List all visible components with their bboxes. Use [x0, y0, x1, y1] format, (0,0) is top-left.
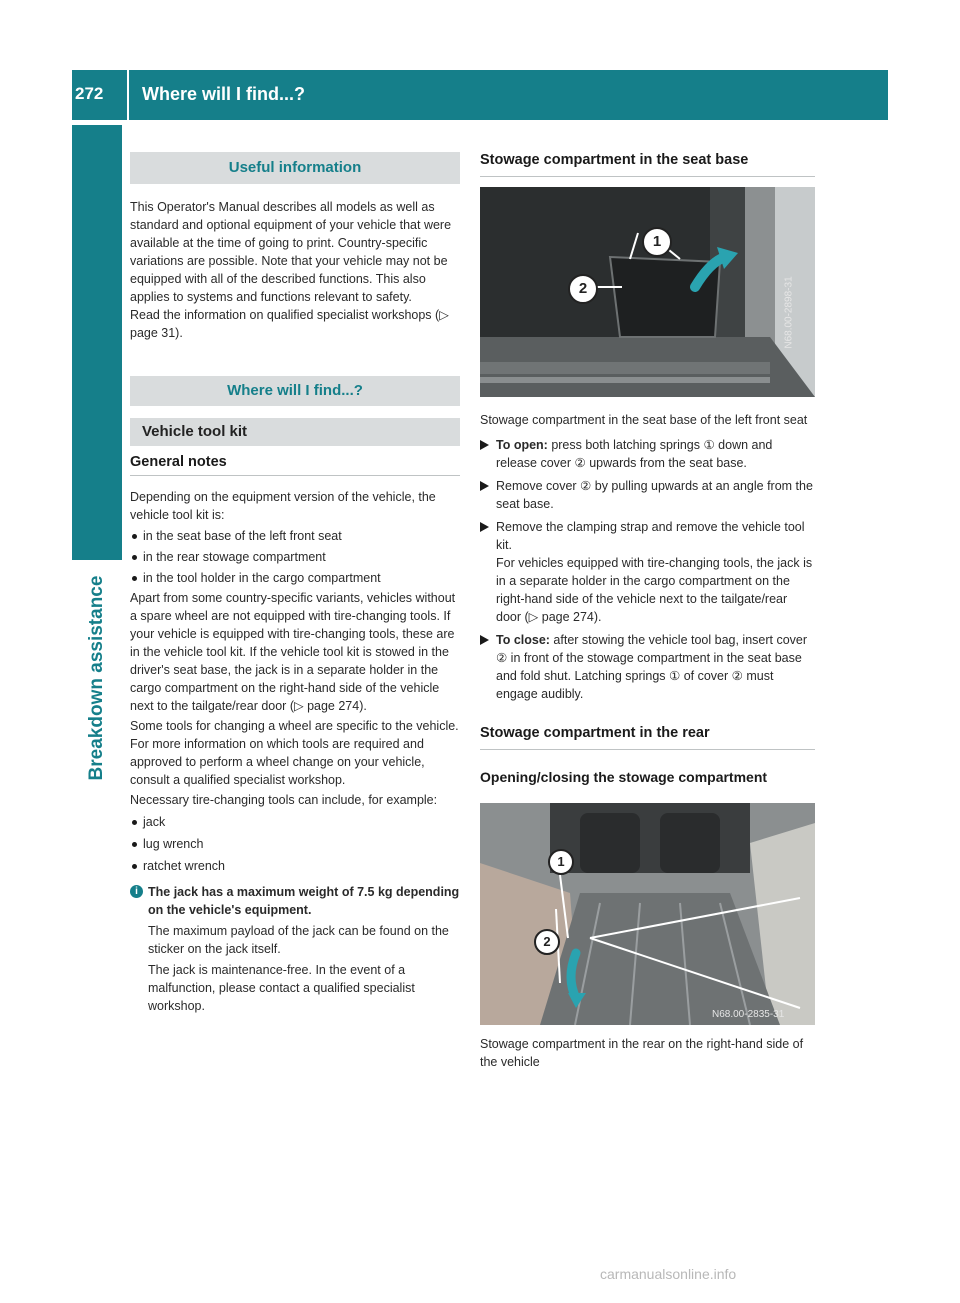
location-item: in the rear stowage compartment — [130, 548, 460, 566]
image-code: N68.00-2835-31 — [712, 1009, 785, 1020]
rear-photo — [480, 803, 815, 1025]
page-title: Where will I find...? — [142, 84, 306, 104]
chapter-label: Breakdown assistance — [86, 575, 107, 781]
tool-item: jack — [130, 813, 460, 831]
general-notes-heading: General notes — [130, 454, 460, 476]
tool-item: lug wrench — [130, 835, 460, 853]
necessary-text: Necessary tire-changing tools can include, for example: — [130, 793, 438, 807]
image-code: N68.00-2898-31 — [783, 276, 795, 349]
callout-2: 2 — [534, 929, 560, 955]
callout-1: 1 — [642, 227, 672, 257]
seat-base-illustration — [480, 187, 815, 397]
photo1-caption: Stowage compartment in the seat base of the left front seat — [480, 413, 808, 427]
location-item: in the tool holder in the cargo compartment — [130, 569, 460, 587]
tool-item: ratchet wrench — [130, 857, 460, 875]
info-text-payload: The maximum payload of the jack can be found on the sticker on the jack itself. — [148, 924, 449, 956]
info-note — [130, 883, 460, 1015]
useful-info-heading: Useful information — [130, 152, 460, 184]
info-text-weight: The jack has a maximum weight of 7.5 kg depending on the vehicle's equipment. — [148, 885, 460, 917]
useful-info-text: This Operator's Manual describes all models as well as standard and optional equipment of your vehicle that were available at the time of going to print. Country-specific variations are possible. Note that your vehicle may not be equipped with all of the described functions. This also applies to systems and functions relevant to safety. — [130, 200, 452, 304]
step-open: To open: press both latching springs ① down and release cover ② upwards from the seat base. — [480, 436, 815, 472]
left-column — [130, 152, 460, 1015]
info-icon: i — [130, 885, 143, 898]
right-column — [480, 152, 815, 1071]
callout-2: 2 — [568, 274, 598, 304]
seat-base-photo — [480, 187, 815, 397]
callout-1: 1 — [548, 849, 574, 875]
step-remove-kit: Remove the clamping strap and remove the vehicle tool kit. For vehicles equipped with tire-changing tools, the jack is in a separate holder in the cargo compartment on the right-hand side of the vehicle next to the tailgate/rear door (▷ page 274). — [480, 518, 815, 626]
seat-base-heading: Stowage compartment in the seat base — [480, 152, 815, 177]
tool-kit-heading: Vehicle tool kit — [130, 418, 460, 446]
step-remove-cover: Remove cover ② by pulling upwards at an angle from the seat base. — [480, 477, 815, 513]
where-heading: Where will I find...? — [130, 376, 460, 406]
header-divider — [127, 70, 129, 120]
photo2-caption: Stowage compartment in the rear on the right-hand side of the vehicle — [480, 1037, 804, 1069]
rear-illustration — [480, 803, 815, 1025]
step-arrow-icon — [480, 440, 489, 450]
workshop-reference: Read the information on qualified specialist workshops (▷ page 31). — [130, 308, 449, 340]
step-arrow-icon — [480, 635, 489, 645]
step-remove-kit-note: For vehicles equipped with tire-changing tools, the jack is in a separate holder in the cargo compartment on the right-hand side of the vehicle next to the tailgate/rear door (▷ page 274). — [496, 556, 813, 624]
rear-heading: Stowage compartment in the rear — [480, 725, 815, 750]
page-number: 272 — [75, 84, 104, 103]
some-tools-text: Some tools for changing a wheel are specific to the vehicle. For more information on which tools are required and approved to perform a wheel change on your vehicle, consult a qualified specialist workshop. — [130, 719, 459, 787]
depending-text: Depending on the equipment version of the vehicle, the vehicle tool kit is: — [130, 490, 436, 522]
step-close: To close: after stowing the vehicle tool bag, insert cover ② in front of the stowage compartment in the seat base and fold shut. Latching springs ① of cover ② must engage audibly. — [480, 631, 815, 703]
footer-watermark: carmanualsonline.info — [600, 1266, 737, 1282]
info-text-maintenance: The jack is maintenance-free. In the event of a malfunction, please contact a qualified specialist workshop. — [148, 963, 415, 1013]
apart-text: Apart from some country-specific variants, vehicles without a spare wheel are not equipped with tire-changing tools. If your vehicle is equipped with tire-changing tools, these are in the vehicle tool kit. If the vehicle tool kit is stowed in the driver's seat base, the jack is in a separate holder in the cargo compartment on the right-hand side of the vehicle next to the tailgate/rear door (▷ page 274). — [130, 591, 456, 713]
opening-heading: Opening/closing the stowage compartment — [480, 769, 768, 785]
step-arrow-icon — [480, 522, 489, 532]
location-item: in the seat base of the left front seat — [130, 527, 460, 545]
step-arrow-icon — [480, 481, 489, 491]
